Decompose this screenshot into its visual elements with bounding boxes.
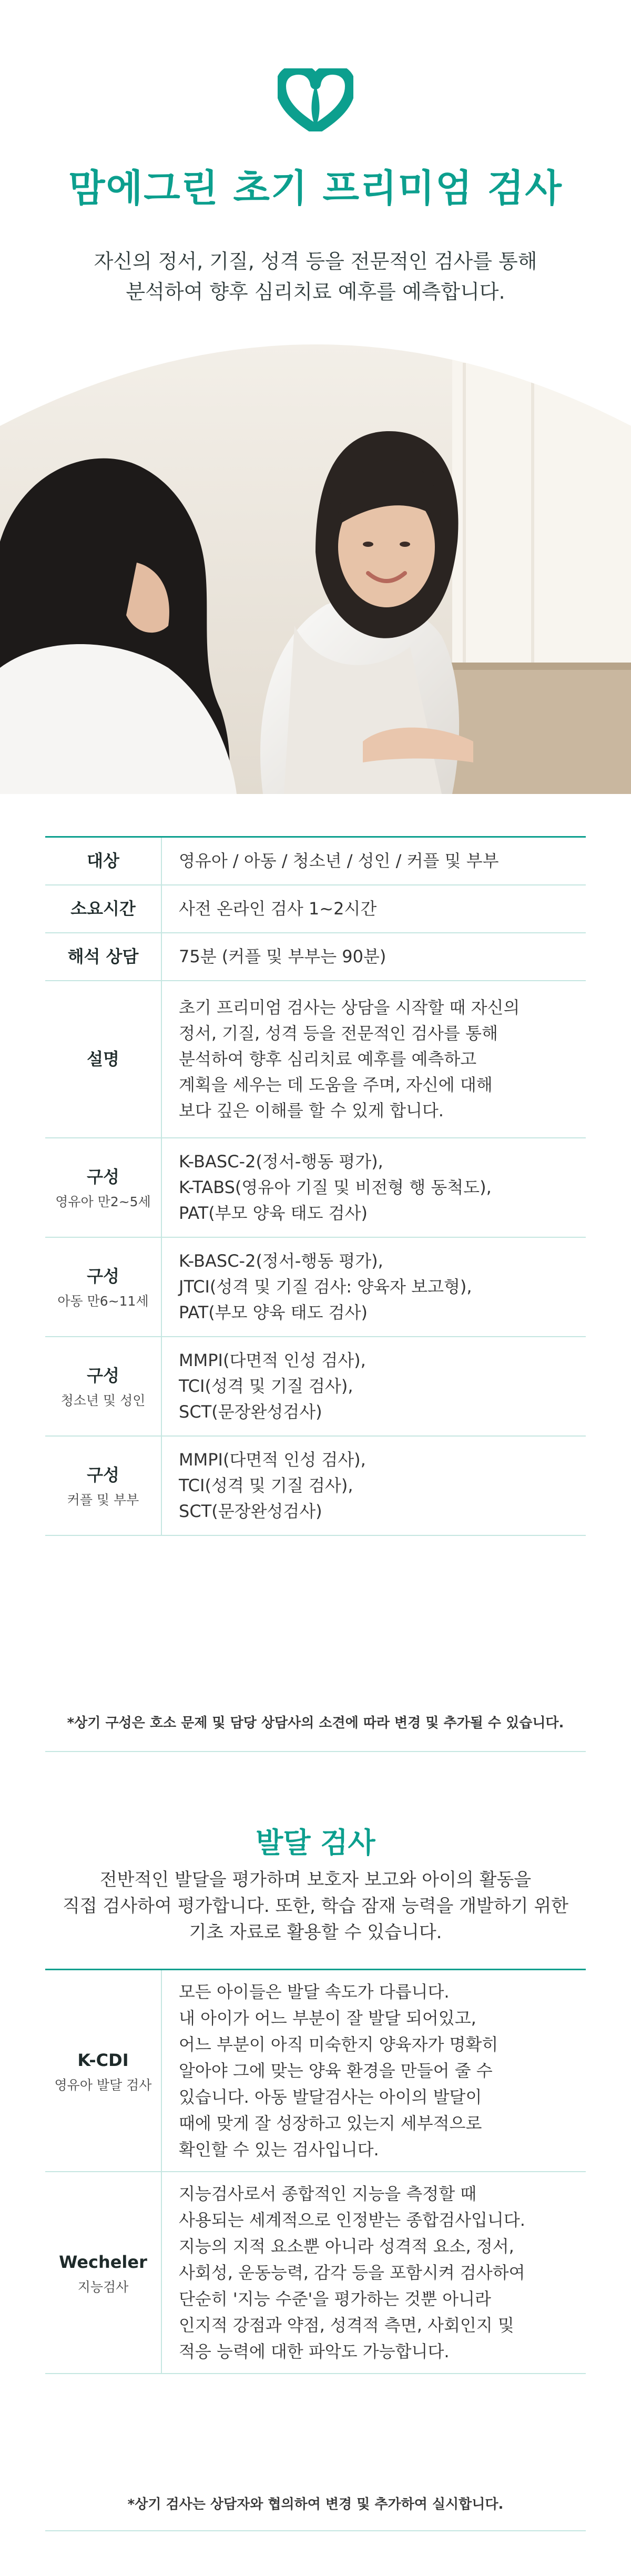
row-value-line: SCT(문장완성검사) <box>179 1501 322 1521</box>
row-value <box>161 981 586 1138</box>
row-value-line: 인지적 강점과 약점, 성격적 측면, 사회인지 및 <box>179 2315 514 2335</box>
row-value <box>161 933 586 981</box>
row-sublabel: 아동 만6~11세 <box>57 1294 149 1309</box>
row-label: 대상 <box>45 837 161 885</box>
row-label: K-CDI 영유아 발달 검사 <box>45 1970 161 2172</box>
row-label: 구성 아동 만6~11세 <box>45 1237 161 1337</box>
row-value <box>161 837 586 885</box>
row-value-line: 초기 프리미엄 검사는 상담을 시작할 때 자신의 <box>179 997 520 1017</box>
row-value-line: 분석하여 향후 심리치료 예후를 예측하고 <box>179 1049 477 1069</box>
section-description-line: 기초 자료로 활용할 수 있습니다. <box>189 1922 442 1943</box>
page-title: 맘에그린 초기 프리미엄 검사 <box>68 166 563 210</box>
row-value-line: 적응 능력에 대한 파악도 가능합니다. <box>179 2341 450 2361</box>
composition-note: *상기 구성은 호소 문제 및 담당 상담사의 소견에 따라 변경 및 추가될 수 있습니다. <box>67 1715 564 1731</box>
row-value-line: 지능의 지적 요소뿐 아니라 성격적 요소, 정서, <box>179 2236 514 2256</box>
table-row <box>45 837 586 885</box>
row-value <box>161 885 586 933</box>
row-sublabel: 영유아 발달 검사 <box>54 2078 152 2093</box>
row-value-line: 모든 아이들은 발달 속도가 다릅니다. <box>179 1982 450 2002</box>
row-value <box>161 1436 586 1535</box>
hero-subtitle-line: 분석하여 향후 심리치료 예후를 예측합니다. <box>126 280 505 303</box>
row-label: 구성 청소년 및 성인 <box>45 1337 161 1436</box>
row-sublabel: 영유아 만2~5세 <box>55 1194 151 1209</box>
row-label: 소요시간 <box>45 885 161 933</box>
row-value-line: 단순히 '지능 수준'을 평가하는 것뿐 아니라 <box>179 2289 491 2309</box>
row-value-line: 때에 맞게 잘 성장하고 있는지 세부적으로 <box>179 2113 482 2133</box>
development-test-table <box>45 1969 586 2374</box>
row-value-line: 75분 (커플 및 부부는 90분) <box>179 946 386 966</box>
row-label: Wecheler 지능검사 <box>45 2172 161 2374</box>
row-value <box>161 1237 586 1337</box>
row-value-line: 영유아 / 아동 / 청소년 / 성인 / 커플 및 부부 <box>179 851 499 871</box>
development-note: *상기 검사는 상담자와 협의하여 변경 및 추가하여 실시합니다. <box>127 2497 504 2512</box>
row-value-line: JTCI(성격 및 기질 검사: 양육자 보고형), <box>179 1277 472 1297</box>
section-divider <box>45 2530 586 2531</box>
row-value <box>161 1337 586 1436</box>
row-value-line: 사회성, 운동능력, 감각 등을 포함시켜 검사하여 <box>179 2263 525 2283</box>
hero-subtitle <box>0 246 631 307</box>
row-value-line: MMPI(다면적 인성 검사), <box>179 1350 366 1370</box>
section-divider <box>45 1751 586 1752</box>
row-value-line: 내 아이가 어느 부분이 잘 발달 되어있고, <box>179 2008 476 2028</box>
table-row <box>45 1970 586 2172</box>
section-title: 발달 검사 <box>256 1826 375 1859</box>
row-value-line: 사용되는 세계적으로 인정받는 종합검사입니다. <box>179 2210 525 2230</box>
table-row <box>45 885 586 933</box>
row-value-line: 정서, 기질, 성격 등을 전문적인 검사를 통해 <box>179 1023 498 1043</box>
table-row <box>45 1237 586 1337</box>
row-value-line: 어느 부분이 아직 미숙한지 양육자가 명확히 <box>179 2034 498 2054</box>
table-row <box>45 2172 586 2374</box>
row-value-line: K-TABS(영유아 기질 및 비전형 행 동척도), <box>179 1177 492 1197</box>
row-value <box>161 2172 586 2374</box>
row-value-line: MMPI(다면적 인성 검사), <box>179 1450 366 1470</box>
row-value-line: TCI(성격 및 기질 검사), <box>179 1475 353 1495</box>
row-value-line: 알아야 그에 맞는 양육 환경을 만들어 줄 수 <box>179 2061 493 2081</box>
row-label: 구성 영유아 만2~5세 <box>45 1138 161 1237</box>
row-sublabel: 커플 및 부부 <box>67 1492 139 1508</box>
section-description <box>0 1867 631 1946</box>
row-value-line: 있습니다. 아동 발달검사는 아이의 발달이 <box>179 2087 482 2107</box>
section-description-line: 전반적인 발달을 평가하며 보호자 보고와 아이의 활동을 <box>99 1869 532 1890</box>
heart-leaf-logo-icon <box>278 68 353 131</box>
row-value-line: K-BASC-2(정서-행동 평가), <box>179 1251 383 1271</box>
exam-info-table <box>45 836 586 1536</box>
table-row <box>45 1436 586 1535</box>
row-sublabel: 지능검사 <box>77 2279 129 2295</box>
row-value-line: 사전 온라인 검사 1~2시간 <box>179 899 377 919</box>
table-row <box>45 981 586 1138</box>
row-value-line: 계획을 세우는 데 도움을 주며, 자신에 대해 <box>179 1075 493 1095</box>
row-value-line: PAT(부모 양육 태도 검사) <box>179 1203 368 1223</box>
row-value-line: PAT(부모 양육 태도 검사) <box>179 1302 368 1322</box>
row-sublabel: 청소년 및 성인 <box>60 1393 146 1408</box>
row-value-line: K-BASC-2(정서-행동 평가), <box>179 1152 383 1172</box>
table-row <box>45 1337 586 1436</box>
section-description-line: 직접 검사하여 평가합니다. 또한, 학습 잠재 능력을 개발하기 위한 <box>62 1896 569 1917</box>
counseling-session-photo <box>0 342 631 794</box>
row-label: 구성 커플 및 부부 <box>45 1436 161 1535</box>
table-row <box>45 1138 586 1237</box>
table-row <box>45 933 586 981</box>
hero-subtitle-line: 자신의 정서, 기질, 성격 등을 전문적인 검사를 통해 <box>94 250 537 273</box>
row-value-line: 보다 깊은 이해를 할 수 있게 합니다. <box>179 1101 444 1121</box>
row-value-line: TCI(성격 및 기질 검사), <box>179 1376 353 1396</box>
row-value <box>161 1970 586 2172</box>
row-value-line: SCT(문장완성검사) <box>179 1402 322 1422</box>
row-value-line: 확인할 수 있는 검사입니다. <box>179 2140 379 2160</box>
row-label: 해석 상담 <box>45 933 161 981</box>
row-value-line: 지능검사로서 종합적인 지능을 측정할 때 <box>179 2184 477 2204</box>
row-value <box>161 1138 586 1237</box>
row-label: 설명 <box>45 981 161 1138</box>
